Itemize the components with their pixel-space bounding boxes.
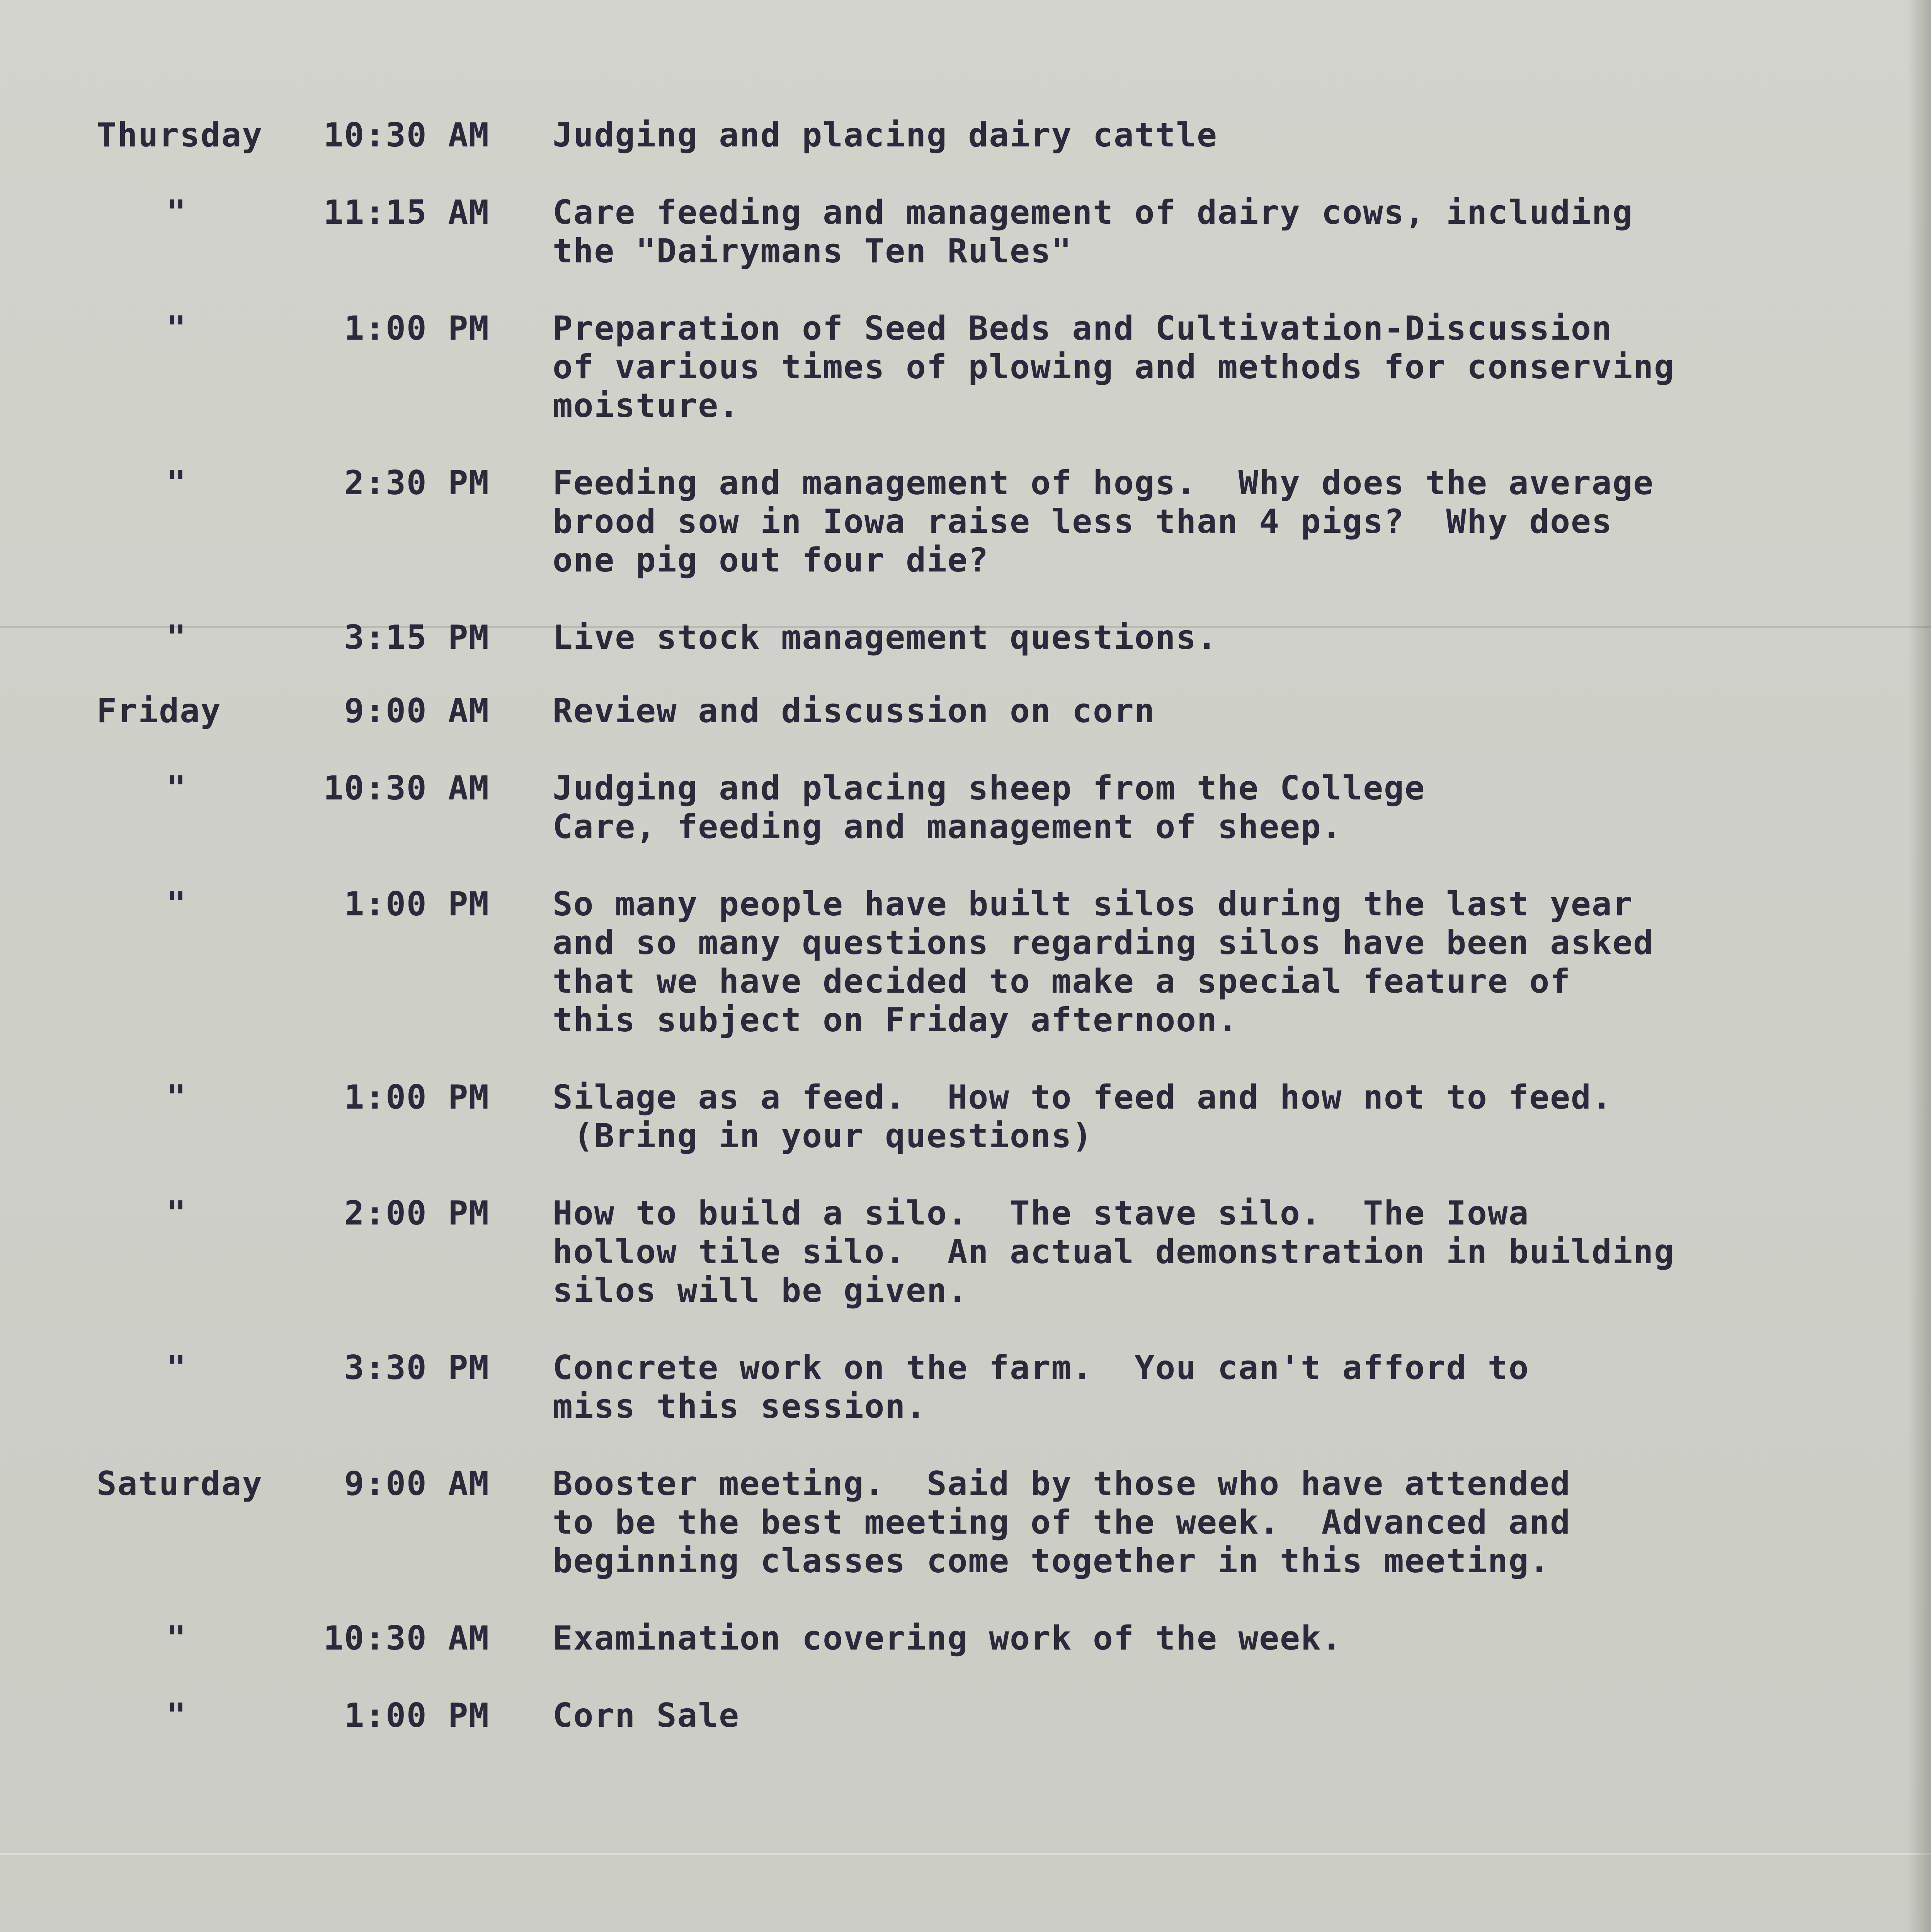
description-line: Care feeding and management of dairy cows, including bbox=[553, 193, 1633, 232]
entry-time: 9:00 AM bbox=[344, 692, 490, 730]
description-line: to be the best meeting of the week. Advanced and bbox=[553, 1503, 1571, 1542]
entry-description bbox=[553, 193, 1836, 270]
entry-description bbox=[553, 618, 1836, 657]
entry-day: Thursday bbox=[97, 116, 263, 155]
description-line: So many people have built silos during the last year bbox=[553, 885, 1633, 923]
description-line: moisture. bbox=[553, 386, 740, 425]
description-line: Concrete work on the farm. You can't afford to bbox=[553, 1349, 1529, 1387]
description-line: Care, feeding and management of sheep. bbox=[553, 808, 1342, 846]
entry-ditto-mark: " bbox=[166, 885, 187, 923]
description-line: Live stock management questions. bbox=[553, 618, 1218, 657]
entry-time: 1:00 PM bbox=[344, 1696, 490, 1735]
entry-description bbox=[553, 769, 1836, 846]
description-line: Silage as a feed. How to feed and how not to feed. bbox=[553, 1078, 1613, 1117]
description-line: hollow tile silo. An actual demonstration in building bbox=[553, 1233, 1675, 1271]
description-line: Booster meeting. Said by those who have attended bbox=[553, 1464, 1571, 1503]
entry-description bbox=[553, 1078, 1836, 1155]
description-line: (Bring in your questions) bbox=[553, 1117, 1093, 1155]
entry-ditto-mark: " bbox=[166, 618, 187, 657]
description-line: this subject on Friday afternoon. bbox=[553, 1001, 1239, 1039]
description-line: and so many questions regarding silos have been asked bbox=[553, 923, 1654, 962]
entry-ditto-mark: " bbox=[166, 309, 187, 348]
description-line: the "Dairymans Ten Rules" bbox=[553, 232, 1072, 270]
entry-description bbox=[553, 692, 1836, 730]
description-line: Review and discussion on corn bbox=[553, 692, 1155, 730]
description-line: Corn Sale bbox=[553, 1696, 740, 1735]
entry-description bbox=[553, 1194, 1836, 1310]
description-line: Judging and placing sheep from the College bbox=[553, 769, 1426, 808]
entry-description bbox=[553, 885, 1836, 1039]
description-line: Preparation of Seed Beds and Cultivation-Discussion bbox=[553, 309, 1613, 348]
entry-ditto-mark: " bbox=[166, 769, 187, 808]
description-line: of various times of plowing and methods for conserving bbox=[553, 348, 1675, 386]
description-line: Feeding and management of hogs. Why does the average bbox=[553, 464, 1654, 502]
entry-time: 10:30 AM bbox=[323, 116, 490, 155]
entry-time: 1:00 PM bbox=[344, 309, 490, 348]
description-line: Examination covering work of the week. bbox=[553, 1619, 1342, 1658]
description-line: one pig out four die? bbox=[553, 541, 989, 580]
entry-description bbox=[553, 1349, 1836, 1426]
entry-time: 3:30 PM bbox=[344, 1349, 490, 1387]
entry-ditto-mark: " bbox=[166, 1619, 187, 1658]
description-line: brood sow in Iowa raise less than 4 pigs? Why does bbox=[553, 502, 1613, 541]
description-line: silos will be given. bbox=[553, 1271, 968, 1310]
entry-ditto-mark: " bbox=[166, 1696, 187, 1735]
description-line: that we have decided to make a special feature of bbox=[553, 962, 1571, 1001]
entry-time: 1:00 PM bbox=[344, 885, 490, 923]
entry-description bbox=[553, 464, 1836, 580]
entry-description bbox=[553, 116, 1836, 155]
entry-time: 10:30 AM bbox=[323, 1619, 490, 1658]
entry-day: Friday bbox=[97, 692, 221, 730]
description-line: miss this session. bbox=[553, 1387, 927, 1426]
entry-day: Saturday bbox=[97, 1464, 263, 1503]
entry-description bbox=[553, 1619, 1836, 1658]
description-line: Judging and placing dairy cattle bbox=[553, 116, 1218, 155]
entry-ditto-mark: " bbox=[166, 1349, 187, 1387]
entry-time: 2:30 PM bbox=[344, 464, 490, 502]
entry-ditto-mark: " bbox=[166, 1194, 187, 1233]
description-line: beginning classes come together in this meeting. bbox=[553, 1542, 1550, 1580]
entry-time: 2:00 PM bbox=[344, 1194, 490, 1233]
entry-ditto-mark: " bbox=[166, 464, 187, 502]
entry-time: 11:15 AM bbox=[323, 193, 490, 232]
description-line: How to build a silo. The stave silo. The Iowa bbox=[553, 1194, 1529, 1233]
entry-time: 1:00 PM bbox=[344, 1078, 490, 1117]
entry-time: 9:00 AM bbox=[344, 1464, 490, 1503]
entry-description bbox=[553, 1464, 1836, 1580]
entry-description bbox=[553, 309, 1836, 425]
entry-time: 10:30 AM bbox=[323, 769, 490, 808]
entry-description bbox=[553, 1696, 1836, 1735]
entry-ditto-mark: " bbox=[166, 193, 187, 232]
entry-time: 3:15 PM bbox=[344, 618, 490, 657]
entry-ditto-mark: " bbox=[166, 1078, 187, 1117]
